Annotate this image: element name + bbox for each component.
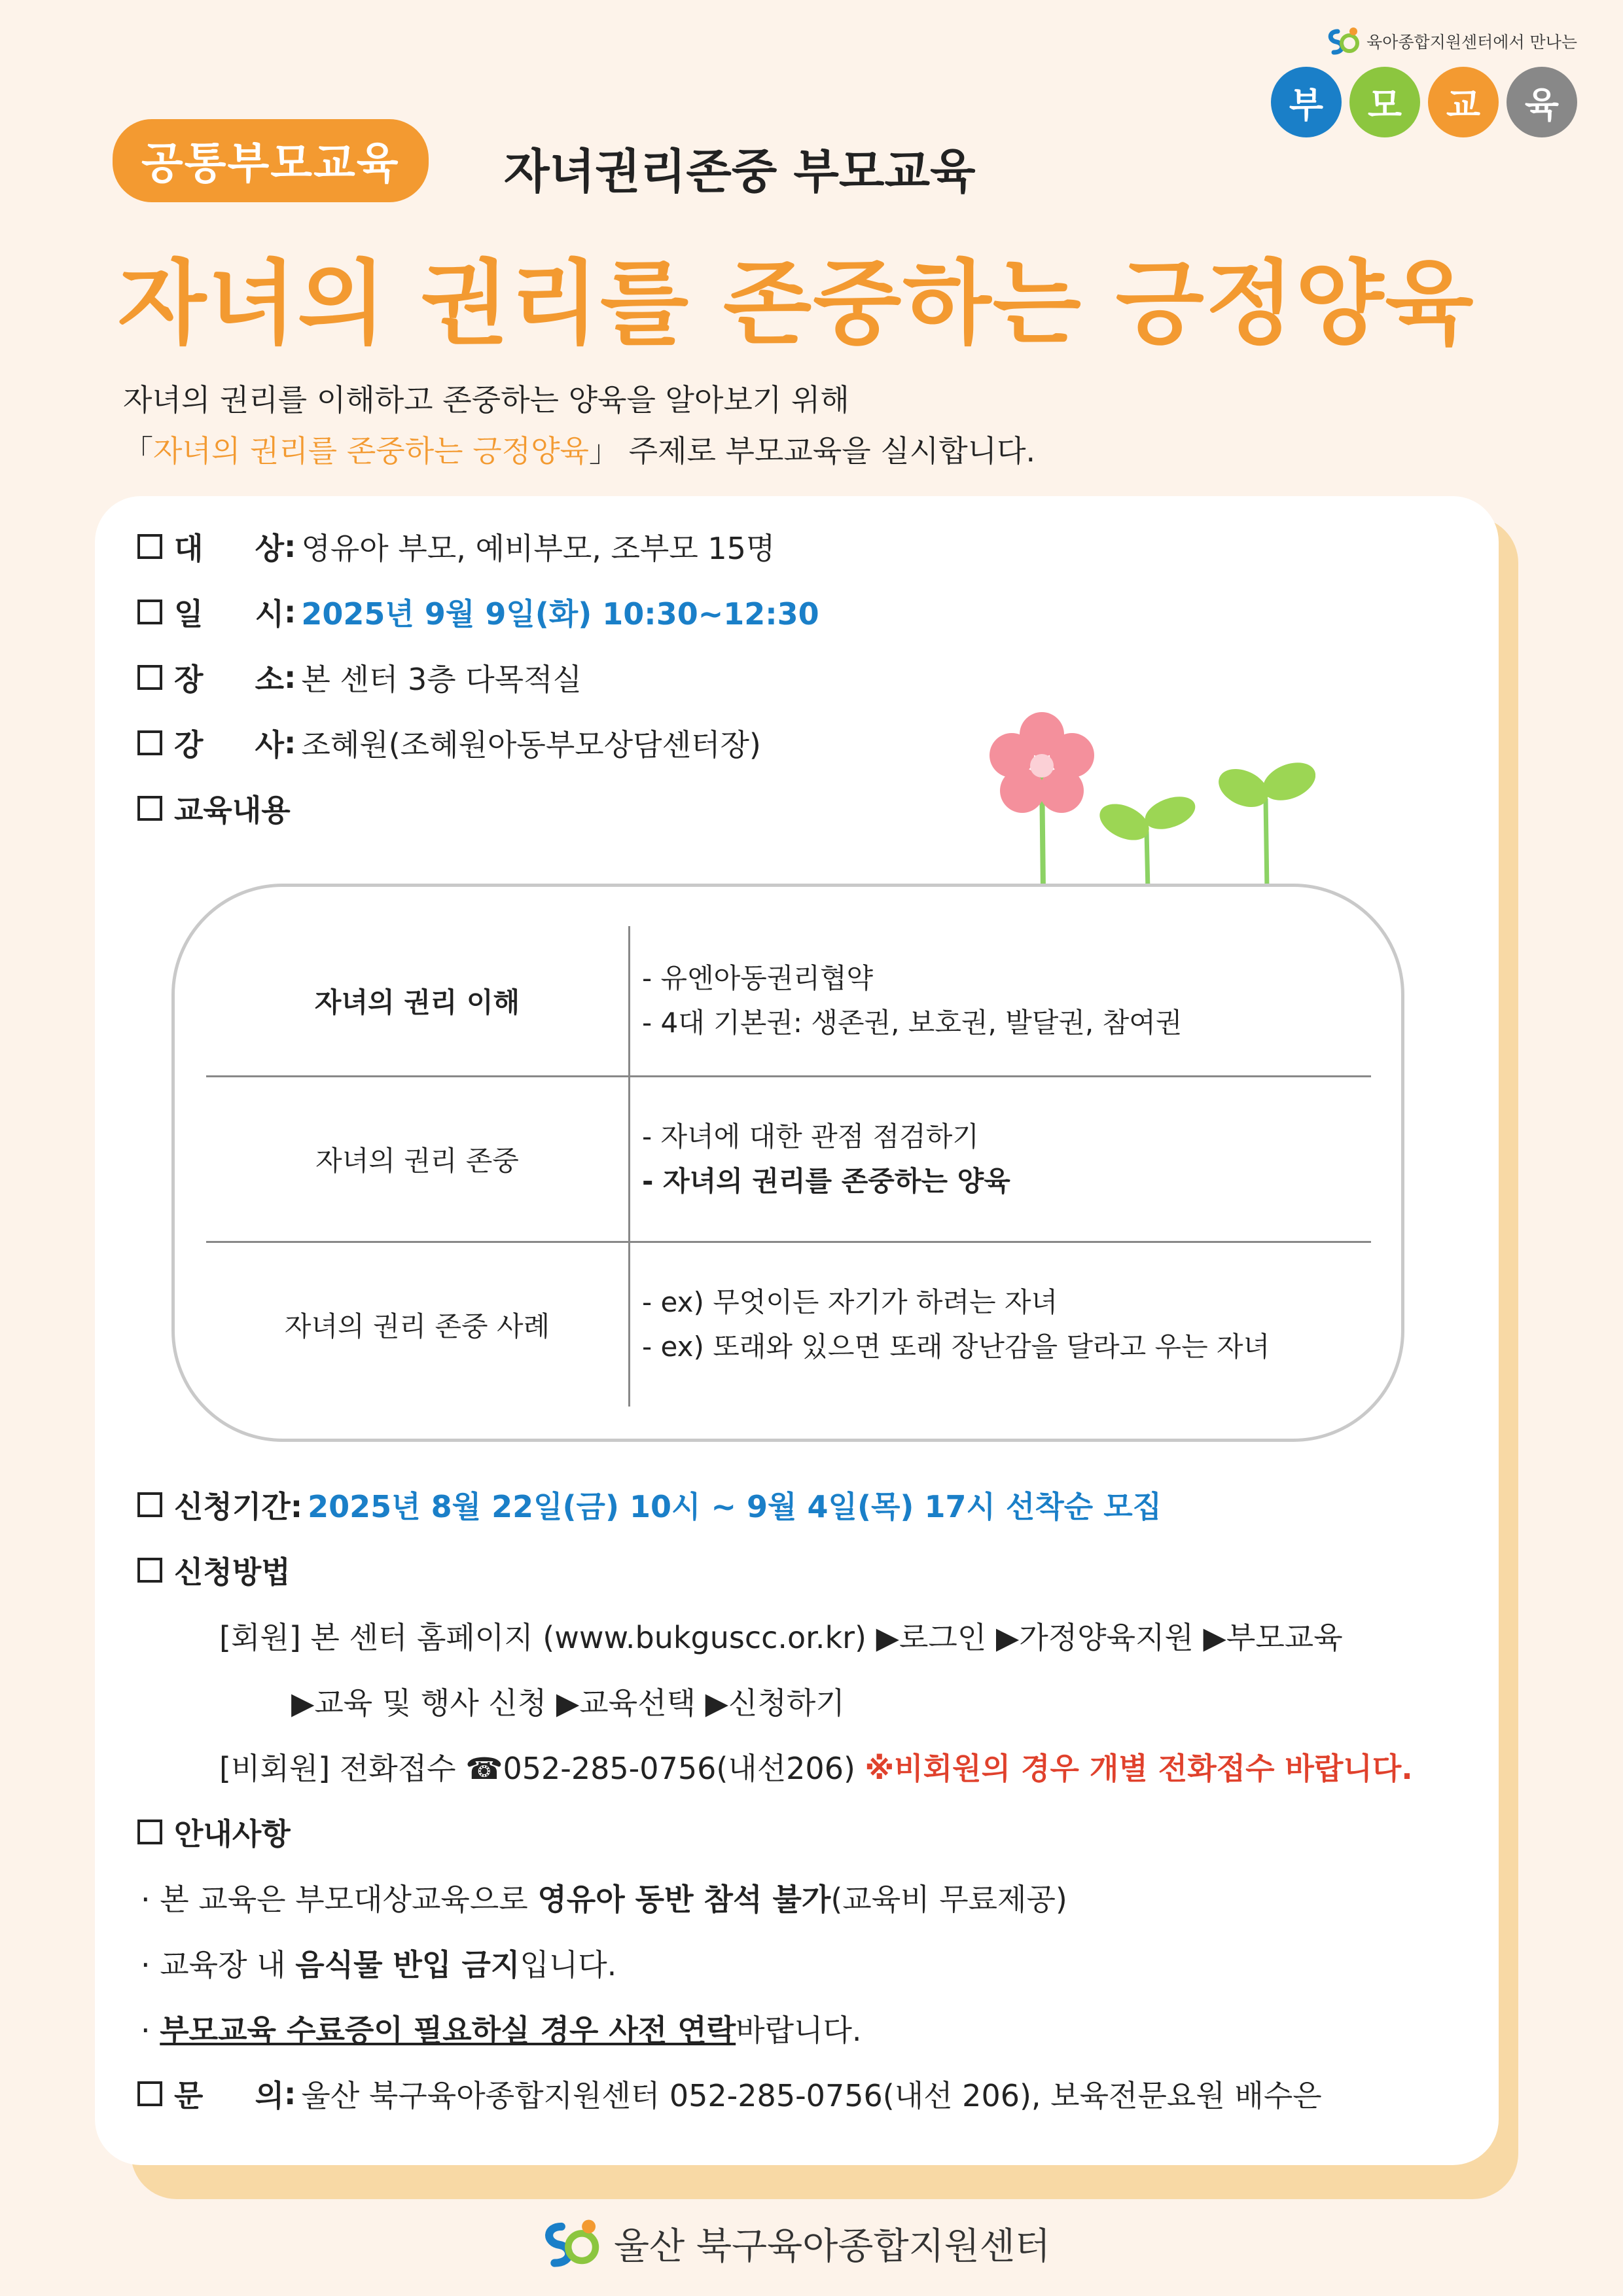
intro-line-1: 자녀의 권리를 이해하고 존중하는 양육을 알아보기 위해 [123,382,849,418]
flower-sprouts-illustration [975,700,1315,890]
table-row [206,926,1371,1075]
method-nonmember: [비회원] 전화접수 ☎052-285-0756(내선206) ※비회원의 경우 개별 전화접수 바랍니다. [219,1751,1413,1786]
table-item: - 자녀의 권리를 존중하는 양육 [642,1165,1010,1197]
logo-caption [1270,26,1577,56]
checkbox-icon [137,1820,162,1844]
table-items [628,1243,1371,1407]
inquiry: 문 의 : 울산 북구육아종합지원센터 052-285-0756(내선 206), 보육전문요원 배수은 [137,2072,1322,2115]
table-item: - 자녀에 대한 관점 점검하기 [642,1121,979,1153]
circle-gyo: 교 [1428,67,1499,137]
table-item: - ex) 또래와 있으면 또래 장난감을 달라고 우는 자녀 [642,1331,1270,1363]
table-topic: 자녀의 권리 이해 [314,986,520,1018]
notice-item: · 부모교육 수료증이 필요하실 경우 사전 연락바랍니다. [141,2013,862,2048]
detail-lecturer: 강 사 : 조혜원(조혜원아동부모상담센터장) [137,721,761,764]
intro-highlight: 자녀의 권리를 존중하는 긍정양육 [153,433,589,469]
table-topic: 자녀의 권리 존중 사례 [284,1310,550,1342]
table-items [628,926,1371,1075]
notice-heading: 안내사항 [137,1810,291,1854]
checkbox-icon [137,2081,162,2106]
parent-education-circles [1270,67,1577,137]
intro-line-2: 「자녀의 권리를 존중하는 긍정양육」 주제로 부모교육을 실시합니다. [123,433,1036,469]
page-title: 자녀의 권리를 존중하는 긍정양육 [118,251,1475,357]
method-member-line-2: ▶교육 및 행사 신청 ▶교육선택 ▶신청하기 [291,1685,845,1721]
logo-caption-text: 육아종합지원센터에서 만나는 [1366,33,1577,52]
inquiry-label: 문 의 [174,2078,284,2113]
center-logo-icon [1325,26,1360,56]
detail-place-label: 장 소 [174,662,284,697]
table-topic: 자녀의 권리 존중 [315,1145,519,1177]
detail-date-label: 일 시 [174,596,284,632]
application-period [137,1483,1162,1526]
center-logo-block [1270,26,1577,137]
intro-text [123,374,1035,476]
checkbox-icon [137,534,162,559]
notice-item: · 교육장 내 음식물 반입 금지입니다. [141,1947,617,1982]
table-item: - 유엔아동권리협약 [642,962,874,994]
table-item: - 4대 기본권: 생존권, 보호권, 발달권, 참여권 [642,1007,1183,1039]
checkbox-icon [137,600,162,624]
table-row [206,1077,1371,1241]
detail-place-value: 본 센터 3층 다목적실 [301,662,582,697]
footer-logo [537,2217,1050,2270]
application-period-value: 2025년 8월 22일(금) 10시 ~ 9월 4일(목) 17시 선착순 모집 [308,1489,1162,1524]
detail-lecturer-label: 강 사 [174,727,284,762]
education-content-table [171,884,1404,1442]
circle-mo: 모 [1349,67,1420,137]
table-item: - ex) 무엇이든 자기가 하려는 자녀 [642,1286,1058,1318]
circle-yuk: 육 [1507,67,1577,137]
detail-date: 일 시 : 2025년 9월 9일(화) 10:30~12:30 [137,590,819,634]
detail-target-value: 영유아 부모, 예비부모, 조부모 15명 [301,531,776,566]
detail-target: 대 상 : 영유아 부모, 예비부모, 조부모 15명 [137,525,775,568]
detail-target-label: 대 상 [174,531,284,566]
detail-date-value: 2025년 9월 9일(화) 10:30~12:30 [301,596,819,632]
checkbox-icon [137,1492,162,1517]
detail-place: 장 소 : 본 센터 3층 다목적실 [137,656,582,699]
checkbox-icon [137,730,162,755]
circle-bu: 부 [1271,67,1342,137]
notice-item: · 본 교육은 부모대상교육으로 영유아 동반 참석 불가(교육비 무료제공) [141,1882,1067,1917]
nonmember-note: ※비회원의 경우 개별 전화접수 바랍니다. [865,1751,1413,1786]
table-row [206,1243,1371,1407]
application-method [137,1549,291,1592]
category-badge: 공통부모교육 [113,119,429,202]
table-items [628,1077,1371,1241]
application-method-label: 신청방법 [174,1554,291,1590]
footer-org-name: 울산 북구육아종합지원센터 [614,2225,1050,2268]
inquiry-value: 울산 북구육아종합지원센터 052-285-0756(내선 206), 보육전문요원 배수은 [301,2078,1322,2113]
detail-content-heading: 교육내용 [137,787,291,830]
center-logo-icon [537,2217,602,2270]
detail-lecturer-value: 조혜원(조혜원아동부모상담센터장) [301,727,761,762]
application-period-label: 신청기간: [174,1489,303,1524]
checkbox-icon [137,1558,162,1583]
page-subtitle: 자녀권리존중 부모교육 [504,144,976,199]
method-member-line-1: [회원] 본 센터 홈페이지 (www.bukguscc.or.kr) ▶로그인 ▶가정양육지원 ▶부모교육 [219,1620,1343,1655]
checkbox-icon [137,796,162,821]
checkbox-icon [137,665,162,690]
